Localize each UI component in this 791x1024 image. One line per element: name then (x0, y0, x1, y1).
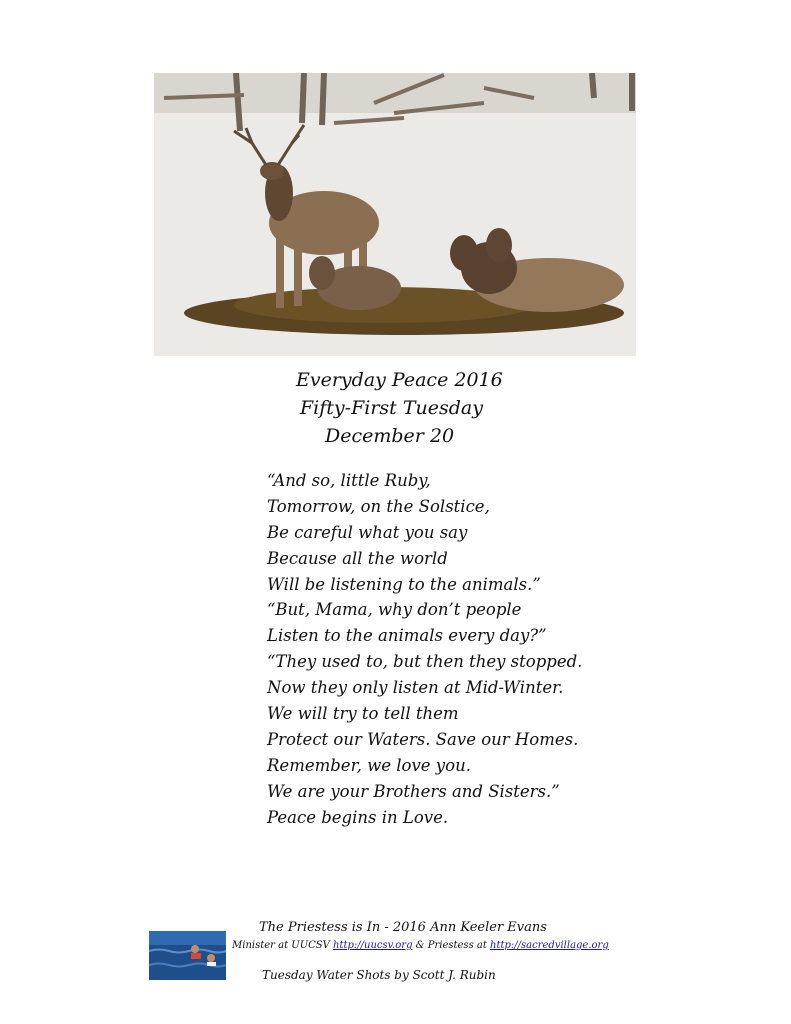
swimmers-thumbnail (149, 931, 226, 980)
priestess-prefix: & Priestess at (412, 940, 491, 951)
elk-photo (154, 73, 636, 356)
credit-line: The Priestess is In - 2016 Ann Keeler Evans (259, 920, 547, 935)
uucsv-link[interactable]: http://uucsv.org (333, 940, 413, 951)
swimmers-in-water-photo (149, 931, 226, 980)
poem-line: Will be listening to the animals.” (267, 574, 541, 594)
poem-line: “They used to, but then they stopped. (267, 652, 583, 672)
page-date: December 20 (325, 425, 455, 447)
page-subtitle: Fifty-First Tuesday (300, 397, 483, 419)
poem-line: Peace begins in Love. (267, 807, 449, 827)
minister-line (232, 940, 609, 951)
poem (267, 468, 582, 830)
sacredvillage-link[interactable]: http://sacredvillage.org (490, 940, 609, 951)
elk-in-snow-photo (154, 73, 636, 356)
page-title: Everyday Peace 2016 (296, 369, 503, 391)
poem-line: Listen to the animals every day?” (267, 626, 547, 646)
minister-prefix: Minister at UUCSV (232, 940, 334, 951)
poem-line: “But, Mama, why don’t people (267, 600, 522, 620)
poem-line: We will try to tell them (267, 704, 459, 724)
poem-line: Be careful what you say (267, 522, 468, 542)
poem-line: Tomorrow, on the Solstice, (267, 496, 490, 516)
photo-credit: Tuesday Water Shots by Scott J. Rubin (262, 968, 496, 982)
poem-line: Remember, we love you. (267, 755, 471, 775)
poem-line: We are your Brothers and Sisters.” (267, 781, 560, 801)
poem-line: “And so, little Ruby, (267, 471, 431, 490)
poem-line: Now they only listen at Mid-Winter. (267, 678, 564, 698)
poem-line: Because all the world (267, 548, 448, 568)
poem-line: Protect our Waters. Save our Homes. (267, 729, 579, 749)
